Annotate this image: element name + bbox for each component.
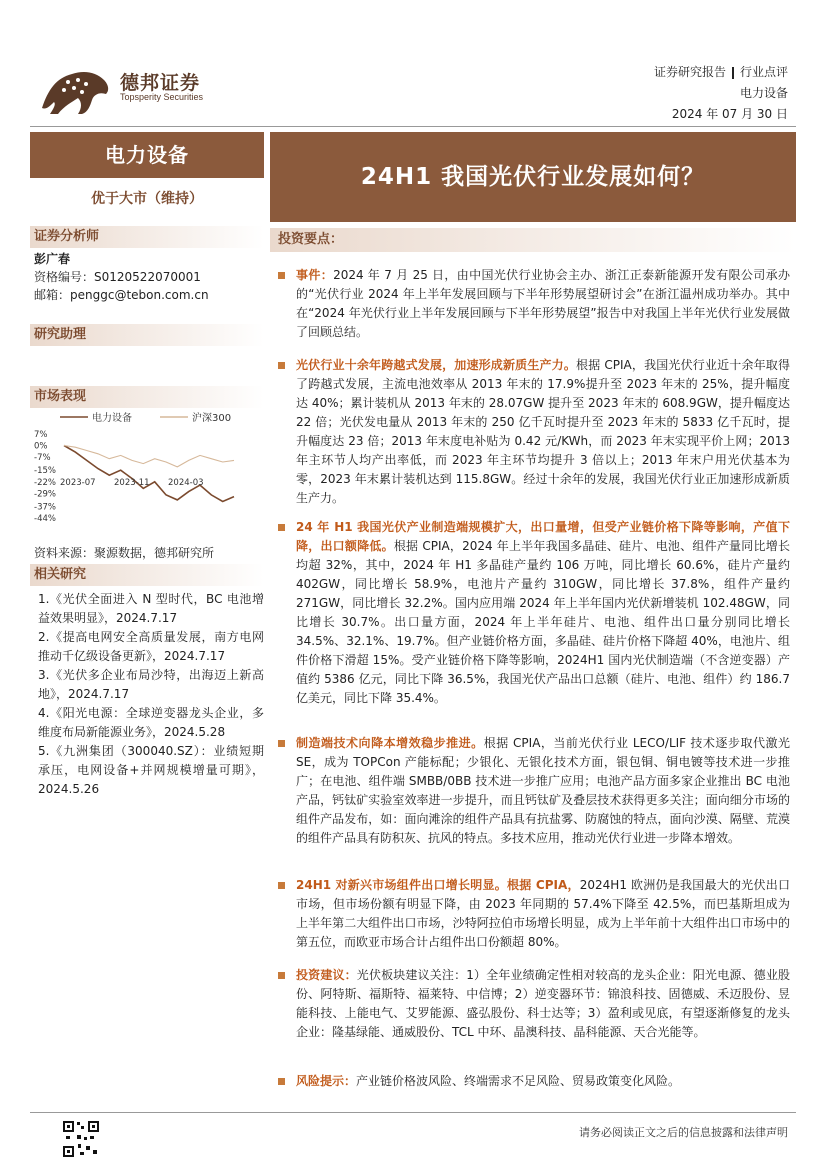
point-paragraph bbox=[278, 266, 790, 342]
series-line bbox=[64, 446, 234, 467]
footer-divider bbox=[30, 1112, 796, 1113]
point-lead: 风险提示： bbox=[296, 1074, 357, 1088]
y-tick-label: -44% bbox=[34, 514, 56, 524]
point-text: 光伏板块建议关注：1）全年业绩确定性相对较高的龙头企业：阳光电源、德业股份、阿特斯、福斯特、福莱特、中信博；2）逆变器环节：锦浪科技、固德威、禾迈股份、昱能科技、上能电气、艾罗能源、盛弘股份、科士达等；3）盈利或见底，有望逐渐修复的龙头企业：隆基绿能、通威股份、TCL 中环、晶澳科技、晶科能源、天合光能等。 bbox=[296, 968, 790, 1039]
points-section-title: 投资要点： bbox=[270, 228, 796, 252]
related-item[interactable]: 1.《光伏全面进入 N 型时代，BC 电池增益效果明显》，2024.7.17 bbox=[38, 592, 264, 625]
point-paragraph bbox=[278, 518, 790, 708]
market-section-title: 市场表现 bbox=[30, 386, 264, 408]
rating: 优于大市（维持） bbox=[91, 191, 203, 207]
legend-label: 电力设备 bbox=[92, 413, 132, 424]
market-chart bbox=[30, 408, 264, 528]
related-research-list bbox=[38, 590, 264, 799]
point-lead: 投资建议： bbox=[296, 968, 357, 982]
y-tick-label: -37% bbox=[34, 502, 56, 513]
analyst-name: 彭广春 bbox=[34, 252, 71, 266]
y-tick-label: -22% bbox=[34, 477, 56, 488]
related-item[interactable]: 2.《提高电网安全高质量发展，南方电网推动千亿级设备更新》，2024.7.17 bbox=[38, 630, 264, 663]
bullet-icon bbox=[278, 524, 285, 531]
leopard-logo-icon bbox=[38, 60, 112, 116]
report-type: 证券研究报告 bbox=[653, 65, 726, 79]
point-paragraph bbox=[278, 356, 790, 508]
email-value[interactable]: penggc@tebon.com.cn bbox=[70, 288, 209, 302]
qr-code-icon bbox=[62, 1120, 100, 1158]
assistant-section-title: 研究助理 bbox=[30, 324, 264, 346]
chart-source: 资料来源：聚源数据，德邦研究所 bbox=[34, 546, 215, 560]
header-divider bbox=[30, 126, 796, 127]
email-label: 邮箱： bbox=[34, 288, 71, 302]
report-meta bbox=[654, 62, 788, 125]
y-tick-label: 7% bbox=[34, 430, 48, 440]
x-tick-label: 2024-03 bbox=[168, 477, 204, 488]
related-item[interactable]: 4.《阳光电源：全球逆变器龙头企业，多维度布局新能源业务》，2024.5.28 bbox=[38, 706, 264, 739]
cert-value: S0120522070001 bbox=[94, 270, 201, 284]
point-lead: 事件： bbox=[296, 268, 334, 282]
point-text: 根据 CPIA，当前光伏行业 LECO/LIF 技术逐步取代激光 SE，成为 TOPCon 产能标配；少银化、无银化技术方面，银包铜、铜电镀等技术进一步推广；在电池、组件端 SMBB/0BB 技术进一步推广应用；电池产品方面多家企业推出 BC 电池产品，钙钛矿实验室效率进一步提升，而且钙钛矿及叠层技术获得更多关注；面向细分市场的组件产品发布，如：面向滩涂的组件产品具有抗盐雾、防腐蚀的特点，面向沙漠、隔壁、荒漠的组件产品具有防积灰、抗风的特点。多技术应用，推动光伏行业进一步降本增效。 bbox=[296, 736, 790, 845]
company-name: 德邦证券 bbox=[120, 72, 201, 94]
report-title: 24H1 我国光伏行业发展如何？ bbox=[270, 132, 796, 222]
bullet-icon bbox=[278, 972, 285, 979]
bullet-icon bbox=[278, 882, 285, 889]
legend-label: 沪深300 bbox=[192, 413, 232, 424]
point-text: 产业链价格波风险、终端需求不足风险、贸易政策变化风险。 bbox=[356, 1074, 681, 1088]
point-lead: 24 年 H1 我国光伏产业制造端规模扩大，出口量增，但受产业链价格下降等影响，产值下降，出口额降低。 bbox=[296, 520, 790, 553]
point-lead: 24H1 对新兴市场组件出口增长明显。根据 CPIA， bbox=[296, 878, 580, 892]
market-chart-svg bbox=[30, 408, 264, 528]
bullet-icon bbox=[278, 362, 285, 369]
point-text: 根据 CPIA，2024 年上半年我国多晶硅、硅片、电池、组件产量同比增长均超 32%，其中，2024 年 H1 多晶硅产量约 106 万吨，同比增长 60.6%，硅片产量约 402GW，同比增长 58.9%，电池片产量约 310GW，同比增长 37.8%，组件产量约 271GW，同比增长 32.2%。国内应用端 2024 年上半年国内光伏新增装机 102.48GW，同比增长 30.7%。出口量方面，2024 年上半年硅片、电池、组件出口量分别同比增长 34.5%、32.1%、19.7%。但产业链价格方面，多晶硅、硅片价格下降超 40%，电池片、组件价格下滑超 15%。受产业链价格下降等影响，2024H1 国内光伏制造端（不含逆变器）产值约 5386 亿元，同比下降 36.5%，我国光伏产品出口总额（硅片、电池、组件）约 186.7 亿美元，同比下降 35.4%。 bbox=[296, 539, 790, 705]
bullet-icon bbox=[278, 272, 285, 279]
point-text: 根据 CPIA，我国光伏行业近十余年取得了跨越式发展，主流电池效率从 2013 年末的 17.9%提升至 2023 年末的 25%，提升幅度达 40%；累计装机从 2013 年末的 28.07GW 提升至 2023 年末的 608.9GW，提升幅度达 22 倍；光伏发电量从 2013 年末的 250 亿千瓦时提升至 2023 年末的 5833 亿千瓦时，提升幅度达 23 倍；2013 年末度电补贴为 0.42 元/KWh，而 2023 年末实现平价上网；2013 年主环节人均产出率低，而 2023 年主环节均提升 3 倍以上；2013 年末户用光伏基本为零，2023 年末累计装机达到 115.8GW。经过十余年的发展，我国光伏行业正加速形成新质生产力。 bbox=[296, 358, 790, 505]
divider bbox=[732, 67, 734, 79]
report-date: 2024 年 07 月 30 日 bbox=[671, 107, 788, 121]
cert-label: 资格编号： bbox=[34, 270, 95, 284]
point-paragraph bbox=[278, 876, 790, 952]
point-lead: 光伏行业十余年跨越式发展，加速形成新质生产力。 bbox=[296, 358, 577, 372]
point-paragraph bbox=[278, 966, 790, 1042]
bullet-icon bbox=[278, 1078, 285, 1085]
company-logo bbox=[38, 60, 218, 120]
company-name-en: Topsperity Securities bbox=[120, 92, 204, 102]
y-tick-label: -29% bbox=[34, 489, 56, 500]
bullet-icon bbox=[278, 740, 285, 747]
point-paragraph bbox=[278, 1072, 790, 1091]
related-item[interactable]: 5.《九洲集团（300040.SZ）：业绩短期承压，电网设备+并网规模增量可期》，2024.5.26 bbox=[38, 744, 264, 796]
y-tick-label: -15% bbox=[34, 466, 56, 477]
analyst-section-title: 证券分析师 bbox=[30, 226, 264, 248]
analyst-cert bbox=[34, 268, 201, 285]
report-subtype: 行业点评 bbox=[739, 65, 788, 79]
related-item[interactable]: 3.《光伏多企业布局沙特，出海迈上新高地》，2024.7.17 bbox=[38, 668, 264, 701]
y-tick-label: -7% bbox=[34, 453, 51, 464]
analyst-email bbox=[34, 286, 209, 303]
point-paragraph bbox=[278, 734, 790, 848]
y-tick-label: 0% bbox=[34, 441, 48, 452]
series-line bbox=[64, 446, 234, 502]
x-tick-label: 2023-11 bbox=[114, 477, 150, 488]
sector-box: 电力设备 bbox=[30, 132, 264, 178]
footer-disclaimer: 请务必阅读正文之后的信息披露和法律声明 bbox=[579, 1126, 788, 1139]
x-tick-label: 2023-07 bbox=[60, 477, 96, 488]
report-sector: 电力设备 bbox=[739, 86, 788, 100]
point-text: 2024H1 欧洲仍是我国最大的光伏出口市场，但市场份额有明显下降，由 2023 年同期的 57.4%下降至 42.5%，而巴基斯坦成为上半年第二大组件出口市场，沙特阿拉伯市场增长明显，成为上半年前十大组件出口市场中的第五位，而欧亚市场合计占组件出口份额超 80%。 bbox=[296, 878, 790, 949]
point-text: 2024 年 7 月 25 日，由中国光伏行业协会主办、浙江正泰新能源开发有限公司承办的“光伏行业 2024 年上半年发展回顾与下半年形势展望研讨会”在浙江温州成功举办。其中在“2024 年光伏行业上半年发展回顾与下半年形势展望”报告中对我国上半年光伏行业发展做了回顾总结。 bbox=[296, 268, 790, 339]
related-section-title: 相关研究 bbox=[30, 564, 264, 586]
point-lead: 制造端技术向降本增效稳步推进。 bbox=[296, 736, 484, 750]
